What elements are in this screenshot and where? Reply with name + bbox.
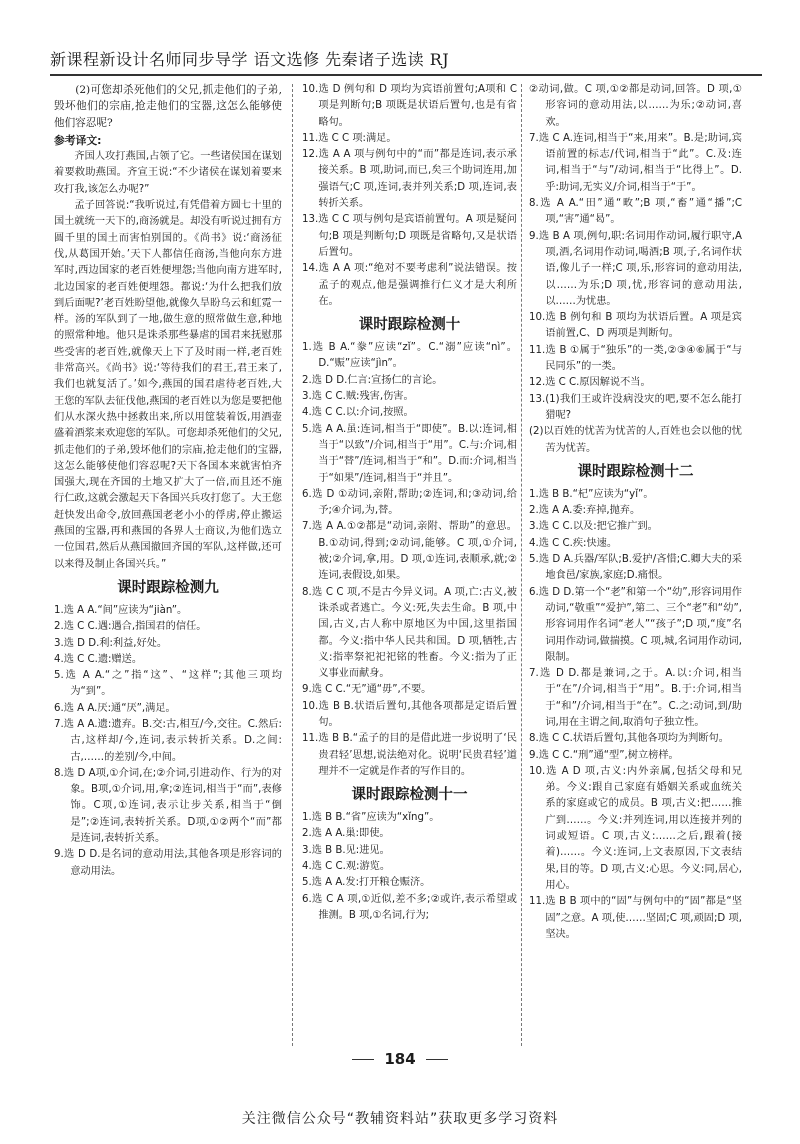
- page-number: 184: [384, 1050, 416, 1068]
- answer-item: 10.选 B B.状语后置句,其他各项都是定语后置句。: [302, 700, 517, 728]
- reference-translation-label: 参考译文:: [54, 133, 102, 147]
- answer-item: 5.选 D A.兵器/军队;B.爱护/吝惜;C.卿大夫的采地食邑/家族,家庭;D.痛恨。: [529, 554, 742, 582]
- answer-item: 11.选 B B 项中的“固”与例句中的“固”都是“坚固”之意。A 项,使……坚固;C 项,顽固;D 项,坚决。: [529, 896, 742, 940]
- column-3: [529, 82, 742, 1042]
- answer-item: 2.选 C C.遇:遇合,指国君的信任。: [54, 621, 207, 633]
- answer-item: 3.选 C C.以及:把它推广到。: [529, 521, 658, 533]
- answer-item: 4.选 C C.观:游览。: [302, 861, 391, 873]
- answer-item: 6.选 D ①动词,亲附,帮助;②连词,和;③动词,给予;④介词,为,替。: [302, 488, 517, 517]
- answer-item: 13.(1)我们王或许没病没灾的吧,要不怎么能打猎呢?: [529, 393, 742, 421]
- answer-item: 11.选 C C 项:满足。: [302, 132, 397, 144]
- answer-item: 8.选 C C.状语后置句,其他各项均为判断句。: [529, 733, 729, 745]
- answer-item: 6.选 D D.第一个“老”和第一个“幼”,形容词用作动词,“敬重”“爱护”,第二、三个“老”和“幼”,形容词用作名词“老人”“孩子”;D 项,“度”名词用作动词,做揣摸。C 项,城,名词用作动词,限制。: [529, 586, 742, 663]
- answer-item: 5.选 A A.发:打开粮仓赈济。: [302, 877, 431, 889]
- answer-item: 3.选 D D.利:利益,好处。: [54, 637, 168, 649]
- answer-item: ②动词,做。C 项,①②都是动词,回答。D 项,①形容词的意动用法,以……为乐;②动词,喜欢。: [529, 84, 742, 128]
- answer-item: 10.选 D 例句和 D 项均为宾语前置句;A项和 C 项是判断句;B 项既是状语后置句,也是有省略句。: [302, 84, 517, 128]
- answer-item: (2)以百姓的忧苦为忧苦的人,百姓也会以他的忧苦为忧苦。: [529, 426, 742, 454]
- answer-item: 11.选 B ①属于“独乐”的一类,②③④⑥属于“与民同乐”的一类。: [529, 344, 742, 373]
- answer-item: 8.选 A A.“田”通“畋”;B 项,“畜”通“播”;C 项,“害”通“曷”。: [529, 198, 742, 226]
- answer-item: 5.选 A A.虽:连词,相当于“即使”。B.以:连词,相当于“以致”/介词,相当于“用”。C.与:介词,相当于“替”/连词,相当于“和”。D.而:介词,相当于“如果”/连词,相当于“并且”。: [302, 423, 517, 484]
- answer-item: 3.选 B B.见:进见。: [302, 844, 390, 856]
- answer-item: 1.选 B B.“省”应读为“xǐng”。: [302, 812, 440, 824]
- section-title-9: 课时跟踪检测九: [117, 579, 219, 596]
- column-2: [302, 82, 517, 1042]
- section-title-11: 课时跟踪检测十一: [351, 787, 468, 804]
- answer-item: 5.选 A A.“之”指“这”、“这样”;其他三项均为“到”。: [54, 670, 282, 698]
- answer-item: 9.选 B A 项,例句,职:名词用作动词,履行职守,A 项,酒,名词用作动词,喝酒;B 项,子,名词作状语,像儿子一样;C 项,乐,形容词的意动用法,以……为乐;D 项,忧,形容词的意动用法,以……为忧患。: [529, 230, 742, 307]
- answer-item: 8.选 D A项,①介词,在;②介词,引进动作、行为的对象。B项,①介词,用,拿;②连词,相当于“而”,表修饰。C项,①连词,表示让步关系,相当于“倒是”;②连词,表转折关系。D项,①②两个“而”都是连词,表转折关系。: [54, 767, 282, 845]
- answer-item: 8.选 C C 项,不是古今异义词。A 项,亡:古义,被诛杀或者逃亡。今义:死,失去生命。B 项,中国,古义,古人称中原地区为中国,这里指国都。今义:指中华人民共和国。D 项,牺牲,古义:指率祭祀祀祀铭的牲畜。今义:指为了正义事业而献身。: [302, 586, 517, 680]
- column-1: [54, 82, 282, 1042]
- answer-item: 12.选 C C.原因解说不当。: [529, 377, 651, 389]
- answer-item: 1.选 A A.“间”应读为“jiàn”。: [54, 604, 188, 616]
- answer-item: 1.选 B B.“杞”应读为“yǐ”。: [529, 488, 654, 500]
- answer-item: 6.选 A A.厌:通“厌”,满足。: [54, 702, 176, 714]
- answer-item: 9.选 D D.是名词的意动用法,其他各项是形容词的意动用法。: [54, 849, 282, 877]
- answer-item: 2.选 A A.委:弃掉,抛弃。: [529, 505, 641, 517]
- answer-item: 7.选 D D.都是兼词,之于。A.以:介词,相当于“在”/介词,相当于“用”。B.于:介词,相当于“和”/介词,相当于“在”。C.之:动词,到/助词,用在主谓之间,取消句子独立性。: [529, 668, 742, 728]
- answer-item: 11.选 B B.“孟子的目的是借此进一步说明了‘民贵君轻’思想,说法绝对化。说明‘民贵君轻’道理并不一定就是作者的写作目的。: [302, 733, 517, 777]
- answer-list: [529, 487, 742, 943]
- answer-list: [302, 810, 517, 924]
- answer-item: 9.选 C C.“无”通“毋”,不要。: [302, 684, 432, 696]
- translation-paragraph: 孟子回答说:“我听说过,有凭借着方圆七十里的国土就统一天下的,商汤就是。却没有听说过拥有方圆千里的国土而害怕别国的。《尚书》说:‘商汤征伐,从葛国开始。’天下人都信任商汤,当他向东方进军时,西边国家的老百姓便埋怨;当他向南方进军时,北边国家的老百姓便埋怨。都说:‘为什么把我们放到后面呢?’老百姓盼望他,就像久旱盼乌云和虹霓一样。汤的军队到了一地,做生意的照常做生意,种地的照常种地。他只是诛杀那些暴虐的国君来抚慰那些受害的老百姓,就像天上下了及时雨一样,老百姓非常高兴。《尚书》说:‘等待我们的君王,君王来了,我们也就复活了。’如今,燕国的国君虐待老百姓,大王您的军队去征伐他,燕国的老百姓以为您是要把他们从水深火热中拯救出来,所以用筐装着饭,用酒壶盛着酒浆来欢迎您的军队。可您却杀死他们的父兄,抓走他们的子弟,毁坏他们的宗庙,抢走他们的宝器,这怎么能够使他们容忍呢?天下各国本来就害怕齐国强大,现在齐国的土地又扩大了一倍,而且还不施行仁政,这就会激起天下各国兴兵攻打您了。大王您赶快发出命令,放回燕国老老小小的俘虏,停止搬运燕国的宝器,再和燕国的各界人士商议,为他们选立一位国君,然后从燕国撤回齐国的军队,这样做,还可以来得及制止各国兴兵。”: [54, 200, 282, 570]
- answer-item: 4.选 C C.以:介词,按照。: [302, 407, 414, 419]
- question-2-text: (2)可您却杀死他们的父兄,抓走他们的子弟,毁坏他们的宗庙,抢走他们的宝器,这怎么能够使他们容忍呢?: [54, 84, 282, 129]
- answer-item: 3.选 C C.贼:残害,伤害。: [302, 391, 414, 403]
- answer-list: [302, 82, 517, 310]
- answer-list: [54, 603, 282, 880]
- page-header: 新课程新设计名师同步导学 语文选修 先秦诸子选读 RJ: [50, 50, 450, 69]
- answer-item: 2.选 D D.仁言:宣扬仁的言论。: [302, 374, 443, 386]
- answer-list: [529, 82, 742, 457]
- page-number-rule: [426, 1059, 448, 1060]
- section-title-12: 课时跟踪检测十二: [577, 463, 694, 480]
- footer-note: 关注微信公众号“教辅资料站”获取更多学习资料: [241, 1111, 559, 1127]
- answer-list: [302, 340, 517, 780]
- section-title-10: 课时跟踪检测十: [358, 317, 461, 334]
- answer-item: 14.选 A A 项:“绝对不要考虑利”说法错误。按孟子的观点,他是强调推行仁义才是大利所在。: [302, 263, 517, 307]
- answer-item: 12.选 A A 项与例句中的“而”都是连词,表示承接关系。B 项,助词,而已,矣三个助词连用,加强语气;C 项,连词,表并列关系;D 项,连词,表转折关系。: [302, 149, 517, 210]
- translation-paragraph: 齐国人攻打燕国,占领了它。一些诸侯国在谋划着要救助燕国。齐宣王说:“不少诸侯在谋划着要来攻打我,该怎么办呢?”: [54, 151, 282, 195]
- answer-item: 1.选 B A.“豢”应读“zǐ”。C.“溺”应读“nì”。D.“赈”应读“jìn”。: [302, 342, 517, 370]
- answer-item: 7.选 C A.连词,相当于“来,用来”。B.是;助词,宾语前置的标志/代词,相当于“此”。C.及:连词,相当于“与”/动词,相当于“比得上”。D.乎:助词,无实义/介词,相当于“于”。: [529, 132, 742, 193]
- answer-item: 2.选 A A.巢:即使。: [302, 828, 390, 840]
- header-rule: [50, 74, 762, 76]
- answer-item: 7.选 A A.①②都是“动词,亲附、帮助”的意思。B.①动词,得到;②动词,能够。C 项,①介词,被;②介词,拿,用。D 项,①连词,表顺承,就;②连词,表假设,如果。: [302, 521, 517, 582]
- answer-item: 7.选 A A.遗:遗弃。B.交:古,相互/今,交往。C.然后:古,这样却/今,连词,表示转折关系。D.之间:古,……的差别/今,中间。: [54, 718, 282, 763]
- answer-item: 6.选 C A 项,①近似,差不多;②或许,表示希望或推测。B 项,①名词,行为;: [302, 893, 517, 921]
- column-divider: [521, 84, 522, 1046]
- answer-item: 4.选 C C.遗:赠送。: [54, 653, 143, 665]
- answer-item: 10.选 B 例句和 B 项均为状语后置。A 项是宾语前置,C、D 两项是判断句。: [529, 312, 742, 340]
- answer-item: 4.选 C C.疾:快速。: [529, 537, 618, 549]
- answer-item: 10.选 A D 项,古义:内外亲属,包括父母和兄弟。今义:跟自己家庭有婚姻关系或血统关系的家庭或它的成员。B 项,古义:把……推广到……。今义:并列连词,用以连接并列的词或短语。C 项,古义:……之后,跟着(接着)……。今义:连词,上文表原因,下文表结果,目的等。D 项,古义:心思。今义:同,居心,用心。: [529, 765, 742, 891]
- column-divider: [292, 84, 293, 1046]
- answer-item: 9.选 C C.“刑”通“型”,树立榜样。: [529, 749, 679, 761]
- answer-item: 13.选 C C 项与例句是宾语前置句。A 项是疑问句;B 项是判断句;D 项既是省略句,又是状语后置句。: [302, 214, 517, 258]
